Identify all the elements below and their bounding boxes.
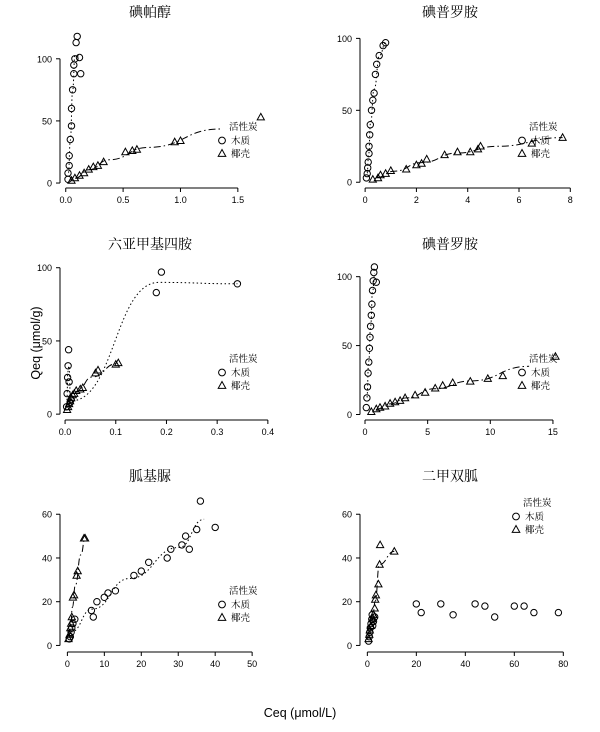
- chart-panel: [300, 464, 600, 696]
- panel-title: 二甲双胍: [422, 468, 478, 484]
- data-point-circle: [521, 603, 527, 609]
- svg-text:0: 0: [346, 409, 352, 420]
- svg-text:1.5: 1.5: [231, 195, 245, 205]
- panel-plot: [0, 464, 300, 696]
- data-point-circle: [413, 601, 419, 607]
- fit-curve: [68, 364, 117, 407]
- panel-plot: [300, 464, 600, 696]
- legend-title: 活性炭: [229, 586, 258, 597]
- svg-text:50: 50: [341, 105, 352, 116]
- data-point-circle: [164, 555, 170, 561]
- data-point-circle: [363, 404, 369, 410]
- panel-title: 六亚甲基四胺: [108, 236, 192, 252]
- data-point-circle: [531, 609, 537, 615]
- data-point-circle: [146, 559, 152, 565]
- data-point-circle: [105, 590, 111, 596]
- svg-text:100: 100: [36, 54, 52, 65]
- chart-panel: [0, 464, 300, 696]
- legend-title: 活性炭: [529, 354, 558, 365]
- data-point-circle: [94, 599, 100, 605]
- data-point-circle: [511, 603, 517, 609]
- data-point-circle: [371, 90, 377, 96]
- legend-item-label: 木质: [531, 136, 551, 147]
- data-point-circle: [78, 71, 84, 77]
- data-point-circle: [186, 546, 192, 552]
- svg-text:50: 50: [41, 336, 52, 347]
- svg-text:100: 100: [336, 272, 352, 283]
- data-point-triangle: [391, 548, 398, 555]
- svg-text:100: 100: [36, 263, 52, 274]
- svg-text:20: 20: [136, 659, 147, 669]
- svg-text:30: 30: [173, 659, 184, 669]
- svg-text:10: 10: [485, 427, 496, 437]
- data-point-circle: [90, 614, 96, 620]
- legend-item-label: 椰壳: [531, 149, 551, 160]
- data-point-circle: [212, 524, 218, 530]
- legend-item-label: 木质: [231, 136, 251, 147]
- figure-y-axis-label: Qeq (μmol/g): [29, 306, 43, 380]
- legend-item-label: 椰壳: [531, 381, 551, 392]
- svg-text:1.0: 1.0: [174, 195, 187, 205]
- panel-title: 碘普罗胺: [422, 4, 478, 20]
- data-point-circle: [374, 61, 380, 67]
- svg-text:2: 2: [413, 195, 419, 205]
- svg-text:0.5: 0.5: [116, 195, 130, 205]
- svg-text:0: 0: [46, 640, 52, 651]
- data-point-triangle: [439, 382, 446, 389]
- data-point-triangle: [375, 580, 382, 587]
- svg-text:50: 50: [341, 341, 352, 352]
- data-point-circle: [197, 498, 203, 504]
- svg-text:0.3: 0.3: [210, 427, 224, 437]
- data-point-circle: [555, 609, 561, 615]
- data-point-circle: [472, 601, 478, 607]
- legend-item-label: 椰壳: [231, 381, 251, 392]
- legend-item-label: 木质: [531, 368, 551, 379]
- fit-curve: [67, 282, 238, 401]
- data-point-triangle: [387, 167, 394, 174]
- panel-plot: [300, 0, 600, 232]
- legend-item-label: 椰壳: [525, 525, 545, 536]
- svg-text:60: 60: [509, 659, 520, 669]
- data-point-triangle: [257, 113, 264, 120]
- data-point-circle: [492, 614, 498, 620]
- legend-title: 活性炭: [529, 122, 558, 133]
- panel-plot: [0, 0, 300, 232]
- data-point-circle: [66, 379, 72, 385]
- svg-text:4: 4: [465, 195, 471, 205]
- svg-text:100: 100: [336, 33, 352, 44]
- legend-item-label: 木质: [231, 368, 251, 379]
- svg-text:0: 0: [346, 640, 352, 651]
- data-point-circle: [182, 533, 188, 539]
- data-point-triangle: [73, 572, 80, 579]
- panel-title: 碘普罗胺: [422, 236, 478, 252]
- data-point-circle: [482, 603, 488, 609]
- data-point-circle: [138, 568, 144, 574]
- svg-text:0: 0: [46, 409, 52, 420]
- svg-text:0.4: 0.4: [261, 427, 275, 437]
- data-point-triangle: [177, 137, 184, 144]
- data-point-triangle: [432, 385, 439, 392]
- fit-curve: [367, 274, 375, 398]
- data-point-circle: [74, 33, 80, 39]
- panel-title: 碘帕醇: [129, 4, 171, 20]
- svg-text:6: 6: [516, 195, 522, 205]
- legend-title: 活性炭: [523, 498, 552, 509]
- legend-item-label: 木质: [231, 600, 251, 611]
- chart-panel: [0, 0, 300, 232]
- data-point-circle: [65, 347, 71, 353]
- svg-text:0.1: 0.1: [109, 427, 123, 437]
- data-point-circle: [372, 71, 378, 77]
- data-point-triangle: [377, 541, 384, 548]
- data-point-circle: [179, 542, 185, 548]
- svg-text:8: 8: [567, 195, 573, 205]
- chart-panel: [300, 0, 600, 232]
- data-point-circle: [65, 170, 71, 176]
- svg-text:20: 20: [341, 597, 352, 608]
- svg-text:0: 0: [64, 659, 70, 669]
- data-point-circle: [369, 301, 375, 307]
- svg-text:20: 20: [41, 597, 52, 608]
- data-point-triangle: [449, 379, 456, 386]
- data-point-circle: [194, 526, 200, 532]
- svg-text:40: 40: [341, 553, 352, 564]
- data-point-circle: [101, 594, 107, 600]
- svg-text:50: 50: [41, 116, 52, 127]
- data-point-triangle: [422, 389, 429, 396]
- data-point-triangle: [371, 605, 378, 612]
- svg-text:0: 0: [364, 659, 370, 669]
- panel-plot: [0, 232, 300, 464]
- legend-item-label: 木质: [525, 512, 545, 523]
- data-point-triangle: [454, 148, 461, 155]
- data-point-circle: [450, 612, 456, 618]
- fit-curve: [75, 129, 220, 178]
- svg-text:20: 20: [411, 659, 422, 669]
- chart-panel: [0, 232, 300, 464]
- svg-text:50: 50: [247, 659, 258, 669]
- data-point-circle: [88, 607, 94, 613]
- data-point-circle: [168, 546, 174, 552]
- svg-text:40: 40: [460, 659, 471, 669]
- data-point-triangle: [122, 148, 129, 155]
- panel-title: 胍基脲: [129, 468, 171, 484]
- data-point-circle: [376, 52, 382, 58]
- figure-x-axis-label: Ceq (μmol/L): [263, 706, 337, 720]
- data-point-circle: [158, 269, 164, 275]
- svg-text:15: 15: [547, 427, 558, 437]
- data-point-circle: [112, 588, 118, 594]
- data-point-circle: [131, 572, 137, 578]
- svg-text:0: 0: [46, 178, 52, 189]
- svg-text:0: 0: [346, 177, 352, 188]
- svg-text:40: 40: [210, 659, 221, 669]
- data-point-triangle: [423, 155, 430, 162]
- data-point-triangle: [133, 146, 140, 153]
- data-point-circle: [418, 609, 424, 615]
- svg-text:0.2: 0.2: [160, 427, 173, 437]
- chart-panel: [300, 232, 600, 464]
- legend-item-label: 椰壳: [231, 613, 251, 624]
- svg-text:60: 60: [341, 509, 352, 520]
- svg-text:40: 40: [41, 553, 52, 564]
- legend-title: 活性炭: [229, 354, 258, 365]
- svg-text:80: 80: [558, 659, 569, 669]
- data-point-circle: [73, 39, 79, 45]
- svg-text:0: 0: [362, 427, 368, 437]
- data-point-circle: [438, 601, 444, 607]
- svg-text:0: 0: [362, 195, 368, 205]
- panel-plot: [300, 232, 600, 464]
- legend-item-label: 椰壳: [231, 149, 251, 160]
- svg-text:0.0: 0.0: [58, 427, 72, 437]
- svg-text:5: 5: [425, 427, 431, 437]
- svg-text:0.0: 0.0: [59, 195, 72, 205]
- svg-text:60: 60: [41, 509, 52, 520]
- data-point-circle: [153, 289, 159, 295]
- data-point-circle: [76, 54, 82, 60]
- svg-text:10: 10: [99, 659, 110, 669]
- data-point-circle: [71, 62, 77, 68]
- legend-title: 活性炭: [229, 122, 258, 133]
